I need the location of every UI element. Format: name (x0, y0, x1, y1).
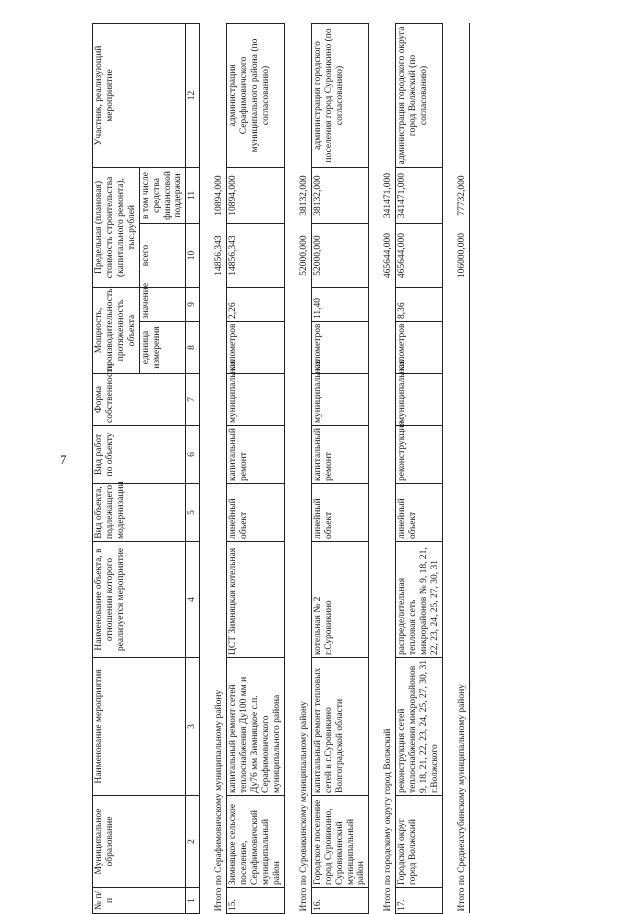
header-ownership: Форма собственности (93, 374, 186, 426)
header-participant: Участник, реализующий мероприятие (93, 23, 186, 167)
summary-total: 106000,000 (442, 224, 469, 288)
header-cost: Предельная (плановая) стоимость строительства (капитального ремонта), тыс.рублей (93, 167, 140, 287)
header-n: № п/п (93, 888, 186, 914)
header-work-type: Вид работ по объекту (93, 426, 186, 484)
header-municipality: Муниципальное образование (93, 796, 186, 888)
column-number: 4 (186, 542, 200, 658)
row-support: 10894,000 (227, 167, 285, 223)
table-row (311, 23, 369, 913)
header-event-name: Наименование мероприятия (93, 658, 186, 796)
row-work-type: капитальный ремонт (311, 426, 369, 484)
row-work-type: капитальный ремонт (227, 426, 285, 484)
row-event: реконструкция сетей теплоснабжения микрорайонов 9, 18, 21, 22, 23, 24, 25, 27, 30, 31 г.Волжского (396, 658, 443, 796)
summary-row (442, 23, 469, 913)
summary-label: Итого по Суровикинскому муниципальному району (284, 288, 311, 914)
summary-empty (369, 23, 396, 167)
row-object-type: линейный объект (227, 484, 285, 542)
row-object-type: линейный объект (311, 484, 369, 542)
header-unit: единица измерения (139, 322, 186, 374)
summary-label: Итого по Серафимовичскому муниципальному району (200, 288, 227, 914)
row-object: ЦСТ Зимняцкая котельная (227, 542, 285, 658)
row-total: 14856,343 (227, 224, 285, 288)
row-total: 52000,000 (311, 224, 369, 288)
row-participant: администрация городского округа город Волжский (по согласованию) (396, 23, 443, 167)
summary-total: 14856,343 (200, 224, 227, 288)
column-number: 8 (186, 322, 200, 374)
row-municipality: Городской округ город Волжский (396, 796, 443, 888)
summary-support: 77732,000 (442, 167, 469, 223)
column-number: 12 (186, 23, 200, 167)
summary-empty (284, 23, 311, 167)
header-object-type: Вид объекта, подлежащего модернизации (93, 484, 186, 542)
table-row (396, 23, 443, 913)
page-number: 7 (60, 452, 67, 467)
header-value: значение (139, 288, 186, 322)
row-participant: администрация Серафимовичского муниципального района (по согласованию) (227, 23, 285, 167)
row-total: 465644,000 (396, 224, 443, 288)
row-municipality: Зимняцкое сельское поселение, Серафимовичский муниципальный район (227, 796, 285, 888)
row-ownership: муниципальная (227, 374, 285, 426)
table-row (227, 23, 285, 913)
column-number: 3 (186, 658, 200, 796)
row-municipality: Городское поселение город Суровикино, Суровикинский муниципальный район (311, 796, 369, 888)
summary-empty (200, 23, 227, 167)
summary-row (284, 23, 311, 913)
column-number-row (186, 23, 200, 913)
summary-support: 10894,000 (200, 167, 227, 223)
column-number: 7 (186, 374, 200, 426)
row-number: 16. (311, 888, 369, 914)
row-value: 8,36 (396, 288, 443, 322)
row-number: 17. (396, 888, 443, 914)
header-row (93, 23, 140, 913)
row-work-type: реконструкция (396, 426, 443, 484)
row-number: 15. (227, 888, 285, 914)
row-event: капитальный ремонт сетей теплоснабжения Ду100 мм и Ду76 мм Зимняцкое с.п. Серафимовичского муниципального района (227, 658, 285, 796)
column-number: 6 (186, 426, 200, 484)
summary-support: 341471,000 (369, 167, 396, 223)
header-total: всего (139, 224, 186, 288)
summary-total: 465644,000 (369, 224, 396, 288)
summary-support: 38132,000 (284, 167, 311, 223)
row-value: 2,26 (227, 288, 285, 322)
column-number: 1 (186, 888, 200, 914)
row-participant: администрация городского поселения город Суровикино (по согласованию) (311, 23, 369, 167)
column-number: 5 (186, 484, 200, 542)
column-number: 10 (186, 224, 200, 288)
row-value: 11,40 (311, 288, 369, 322)
row-support: 38132,000 (311, 167, 369, 223)
column-number: 9 (186, 288, 200, 322)
row-unit: километров (311, 322, 369, 374)
row-unit: километров (227, 322, 285, 374)
summary-row (200, 23, 227, 913)
row-ownership: муниципальная (311, 374, 369, 426)
row-unit: километров (396, 322, 443, 374)
row-support: 341471,000 (396, 167, 443, 223)
header-support: в том числе средства финансовой поддержки (139, 167, 186, 223)
row-event: капитальный ремонт тепловых сетей в г.Суровикино Волгоградской области (311, 658, 369, 796)
row-object: распределительная тепловая сеть микрорайонов № 9, 18, 21, 22, 23, 24, 25, 27, 30, 31 (396, 542, 443, 658)
summary-empty (442, 23, 469, 167)
row-ownership: муниципальная (396, 374, 443, 426)
column-number: 11 (186, 167, 200, 223)
row-object-type: линейный объект (396, 484, 443, 542)
summary-row (369, 23, 396, 913)
rotated-page (92, 24, 612, 914)
header-capacity: Мощность, производительность, протяженность объекта (93, 288, 140, 374)
row-object: котельная № 2 г.Суровикино (311, 542, 369, 658)
column-number: 2 (186, 796, 200, 888)
summary-label: Итого по Среднеахтубинскому муниципальному району (442, 288, 469, 914)
header-object-name: Наименование объекта, в отношении которого реализуется мероприятие (93, 542, 186, 658)
program-table (92, 23, 470, 914)
summary-label: Итого по городскому округу город Волжский (369, 288, 396, 914)
summary-total: 52000,000 (284, 224, 311, 288)
